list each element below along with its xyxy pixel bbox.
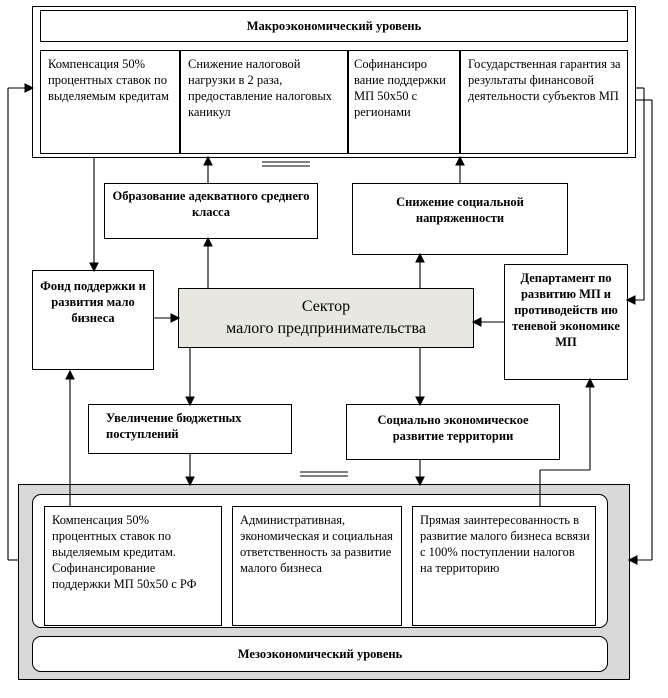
center-sector-line2: малого предпринимательства: [226, 320, 426, 337]
mid-box-education-label: Образование адекватного среднего класса: [112, 189, 310, 219]
macro-box-2-label: Снижение налоговой нагрузки в 2 раза, предоставление налоговых каникул: [188, 57, 332, 119]
center-sector-line1: Сектор: [301, 298, 351, 315]
left-actor-label: Фонд поддержки и развития мало бизнеса: [40, 279, 146, 325]
macro-box-3-label: Софинансиро вание поддержки МП 50х50 с регионами: [354, 57, 446, 119]
meso-box-1-label: Компенсация 50% процентных ставок по выделяемым кредитам. Софинансирование поддержки МП 50х50 с РФ: [52, 513, 197, 591]
lower-box-budget-label: Увеличение бюджетных поступлений: [106, 411, 242, 441]
lower-box-territory-label: Социально экономическое развитие территории: [377, 413, 529, 443]
right-actor-label: Департамент по развитию МП и противодейств ию теневой экономике МП: [512, 271, 620, 349]
macro-box-4-label: Государственная гарантия за результаты финансовой деятельности субъектов МП: [468, 57, 621, 103]
mid-box-social-tension-label: Снижение социальной напряженности: [396, 195, 524, 225]
meso-box-2-label: Административная, экономическая и социальная ответственность за развитие малого бизнеса: [240, 513, 393, 575]
macro-box-1-label: Компенсация 50% процентных ставок по выделяемым кредитам: [48, 57, 169, 103]
meso-level-title: Мезоэкономический уровень: [237, 647, 403, 661]
meso-box-3-label: Прямая заинтересованность в развитие малого бизнеса всвязи с 100% поступлении налогов на территорию: [420, 513, 590, 575]
macro-level-title: Макроэкономический уровень: [246, 19, 422, 33]
